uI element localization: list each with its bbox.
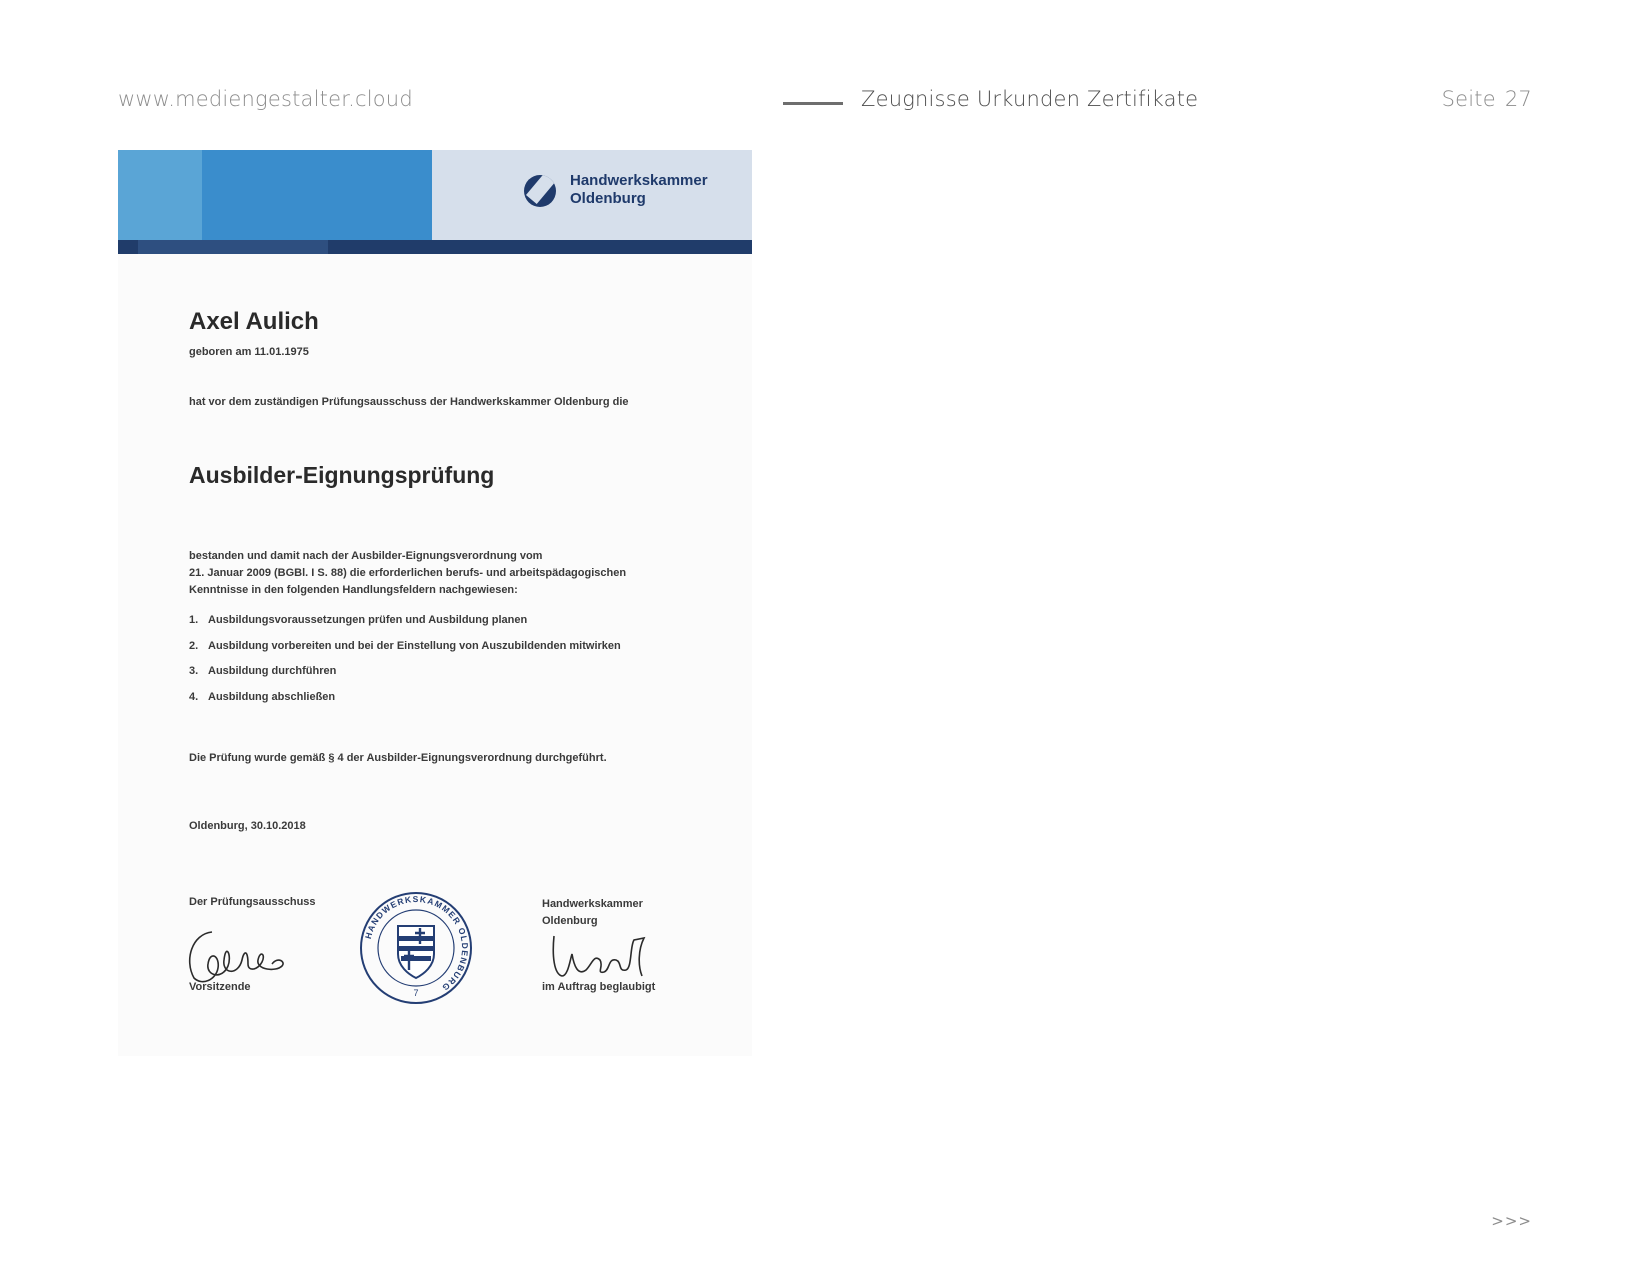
next-page-link[interactable]: >>>	[1491, 1212, 1532, 1230]
exam-note: Die Prüfung wurde gemäß § 4 der Ausbilder-Eignungsverordnung durchgeführt.	[189, 752, 607, 764]
signature-chair-icon	[182, 920, 292, 990]
birth-date: geboren am 11.01.1975	[189, 346, 309, 358]
committee-label: Der Prüfungsausschuss	[189, 896, 316, 908]
signature-chamber-icon	[546, 926, 656, 986]
svg-text:7: 7	[413, 988, 419, 998]
action-fields-list	[189, 614, 621, 716]
page-label: Seite	[1441, 87, 1496, 111]
header-url: www.mediengestalter.cloud	[118, 87, 413, 111]
list-item: 2. Ausbildung vorbereiten und bei der Einstellung von Auszubildenden mitwirken	[189, 639, 621, 652]
header-title: Zeugnisse Urkunden Zertifikate	[861, 87, 1199, 111]
official-seal-icon	[358, 890, 474, 1006]
intro-text: hat vor dem zuständigen Prüfungsausschuss der Handwerkskammer Oldenburg die	[189, 396, 629, 408]
svg-text:HANDWERKSKAMMER OLDENBURG: HANDWERKSKAMMER OLDENBURG	[362, 893, 471, 994]
certificate-header-band	[118, 150, 752, 254]
list-item: 4. Ausbildung abschließen	[189, 690, 336, 703]
page-number: 27	[1504, 87, 1532, 111]
issuer-logo-text: Handwerkskammer Oldenburg	[570, 172, 708, 207]
list-item: 1. Ausbildungsvoraussetzungen prüfen und Ausbildung planen	[189, 614, 528, 626]
exam-title: Ausbilder-Eignungsprüfung	[189, 462, 495, 488]
committee-role: Vorsitzende	[189, 981, 251, 993]
passed-text: bestanden und damit nach der Ausbilder-Eignungsverordnung vom 21. Januar 2009 (BGBl. I S. 88) die erforderlichen berufs- und arbeitspädagogischen Kenntnisse in den folgenden Handlungsfeldern nachgewiesen:	[189, 550, 627, 596]
list-item: 3. Ausbildung durchführen	[189, 665, 337, 677]
header-divider	[783, 102, 843, 105]
place-date: Oldenburg, 30.10.2018	[189, 820, 306, 832]
chamber-logo-icon	[524, 175, 556, 207]
page-indicator	[1442, 87, 1532, 111]
certificate-image	[118, 150, 752, 1056]
chamber-role: im Auftrag beglaubigt	[542, 981, 656, 993]
recipient-name: Axel Aulich	[189, 308, 319, 335]
chamber-label: Handwerkskammer Oldenburg	[542, 898, 643, 927]
